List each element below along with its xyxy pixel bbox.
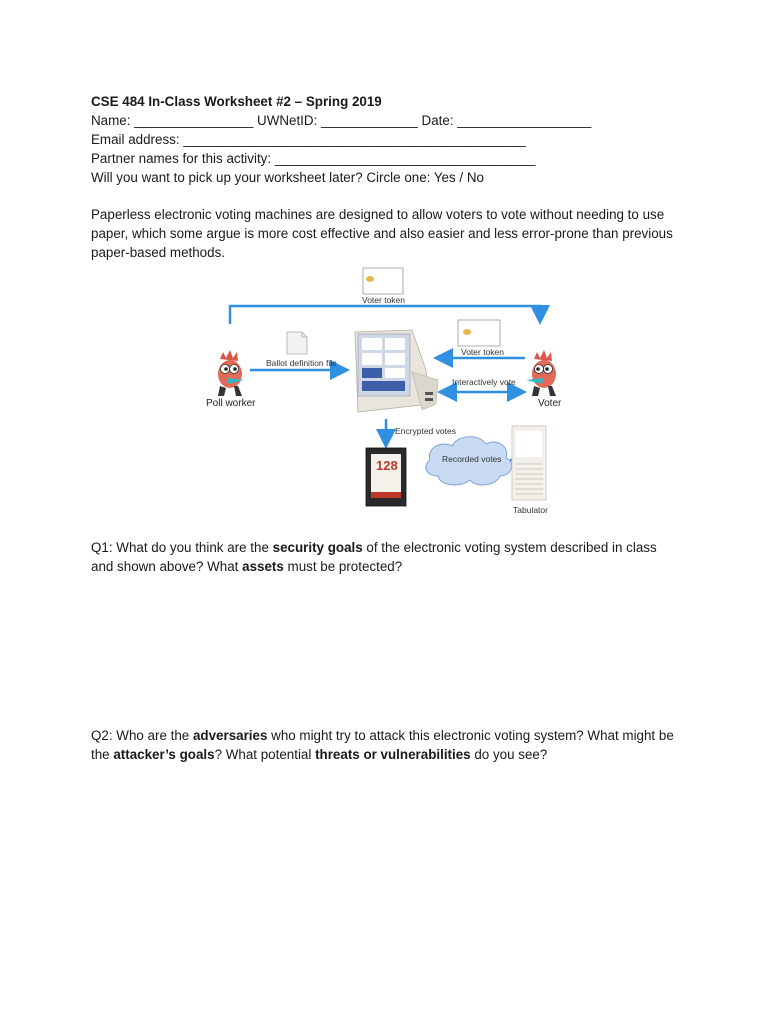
voter-token-label-right: Voter token bbox=[461, 347, 505, 357]
voting-system-diagram bbox=[190, 262, 580, 524]
poll-worker-label: Poll worker bbox=[206, 398, 256, 409]
tabulator-label: Tabulator bbox=[513, 505, 548, 515]
voter-icon bbox=[526, 350, 556, 396]
partner-line: Partner names for this activity: ___________________________________ bbox=[91, 151, 536, 166]
tabulator-icon bbox=[512, 426, 546, 500]
interactively-vote-label: Interactively vote bbox=[452, 377, 516, 387]
voting-machine-icon bbox=[355, 330, 438, 412]
document-icon bbox=[287, 332, 307, 354]
intro-paragraph: Paperless electronic voting machines are designed to allow voters to vote without needing to use paper, which some argue is more cost effective and also easier and less error-prone than previous paper-based methods. bbox=[91, 207, 673, 260]
memory-card-icon bbox=[366, 448, 406, 506]
poll-worker-icon bbox=[218, 350, 244, 396]
pickup-line: Will you want to pick up your worksheet later? Circle one: Yes / No bbox=[91, 170, 484, 185]
question-1: Q1: What do you think are the security goals of the electronic voting system described in class and shown above? What assets must be protected? bbox=[91, 540, 657, 574]
recorded-votes-label: Recorded votes bbox=[442, 454, 502, 464]
worksheet-title: CSE 484 In-Class Worksheet #2 – Spring 2019 bbox=[91, 94, 382, 109]
voter-token-card-right bbox=[458, 320, 500, 346]
voter-token-label-top: Voter token bbox=[362, 295, 406, 305]
email-line: Email address: ______________________________________________ bbox=[91, 132, 526, 147]
name-line: Name: ________________ UWNetID: _____________ Date: __________________ bbox=[91, 113, 592, 128]
voter-label: Voter bbox=[538, 398, 562, 409]
voter-token-card-top bbox=[363, 268, 403, 294]
ballot-definition-file-label: Ballot definition file bbox=[266, 358, 337, 368]
memory-card-number: 128 bbox=[376, 458, 398, 473]
encrypted-votes-label: Encrypted votes bbox=[395, 426, 456, 436]
question-2: Q2: Who are the adversaries who might try to attack this electronic voting system? What might be the attacker’s goals? What potential threats or vulnerabilities do you see? bbox=[91, 728, 674, 762]
